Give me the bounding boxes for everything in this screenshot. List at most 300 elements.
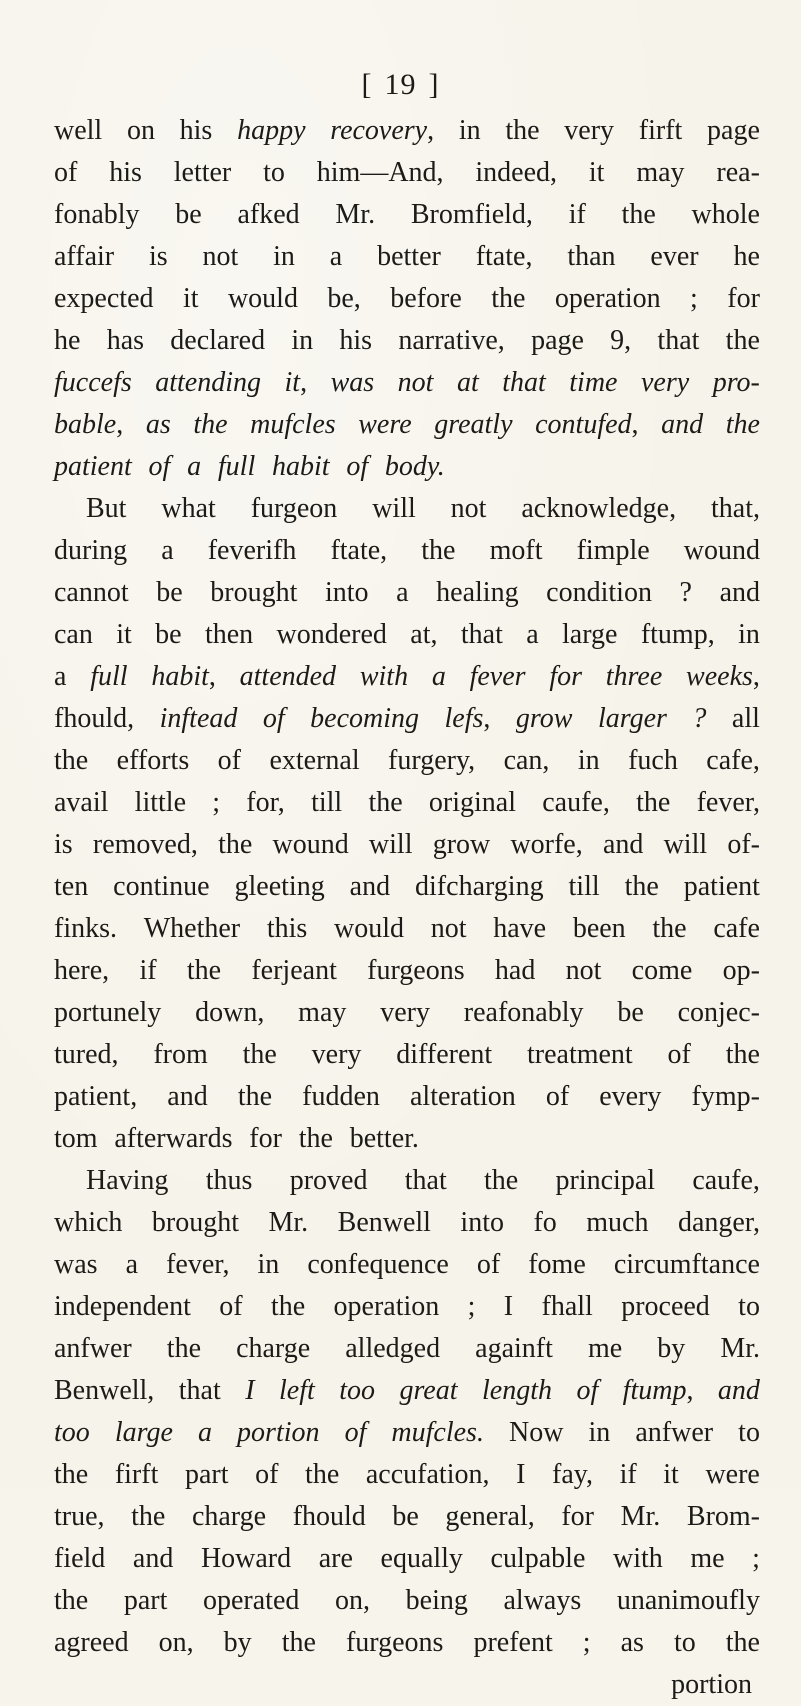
word: ? bbox=[679, 577, 692, 608]
word: than bbox=[567, 241, 616, 272]
word: if bbox=[568, 199, 586, 230]
word: charge bbox=[191, 1501, 267, 1532]
word: But bbox=[86, 493, 127, 524]
word: the bbox=[725, 1627, 760, 1658]
text-line bbox=[54, 152, 760, 194]
word: full bbox=[217, 451, 256, 482]
word: furgery, bbox=[388, 745, 476, 776]
word: external bbox=[269, 745, 360, 776]
word: the bbox=[484, 1165, 519, 1196]
word: alledged bbox=[345, 1333, 441, 1364]
word: letter bbox=[173, 157, 232, 188]
text-line bbox=[54, 1328, 760, 1370]
page-number: 19 bbox=[384, 68, 417, 101]
word: healing bbox=[436, 577, 519, 608]
word: independent bbox=[54, 1291, 191, 1322]
word: and bbox=[349, 871, 391, 902]
word: habit, bbox=[151, 661, 216, 692]
word: fever, bbox=[696, 787, 760, 818]
word: ftump, bbox=[622, 1375, 694, 1406]
text-line bbox=[54, 698, 760, 740]
word: he bbox=[733, 241, 760, 272]
word: furgeon bbox=[250, 493, 338, 524]
word: Mr. bbox=[620, 1501, 661, 1532]
word: which bbox=[54, 1207, 123, 1238]
word: fuccefs bbox=[54, 367, 132, 398]
word: into bbox=[460, 1207, 504, 1238]
word: the bbox=[54, 1585, 89, 1616]
word: come bbox=[631, 955, 693, 986]
word: becoming bbox=[310, 703, 420, 734]
word: of bbox=[344, 1417, 367, 1448]
word: for bbox=[549, 661, 583, 692]
word: had bbox=[494, 955, 536, 986]
word: patient bbox=[683, 871, 760, 902]
word: feverifh bbox=[207, 535, 297, 566]
word: moft bbox=[489, 535, 543, 566]
word: prefent bbox=[473, 1627, 553, 1658]
word: the bbox=[421, 535, 456, 566]
word: fhould, bbox=[54, 703, 135, 734]
word: ftate, bbox=[330, 535, 388, 566]
text-line bbox=[54, 1370, 760, 1412]
word: great bbox=[399, 1375, 458, 1406]
word: page bbox=[531, 325, 584, 356]
word: on bbox=[126, 115, 155, 146]
word: in bbox=[577, 745, 600, 776]
word: ferjeant bbox=[251, 955, 337, 986]
word: happy bbox=[237, 115, 306, 146]
word: him—And, bbox=[316, 157, 444, 188]
word: here, bbox=[54, 955, 110, 986]
text-line bbox=[54, 1496, 760, 1538]
word: Mr. bbox=[720, 1333, 760, 1364]
word: I bbox=[245, 1375, 255, 1406]
word: afked bbox=[237, 199, 300, 230]
body-text bbox=[54, 110, 760, 1706]
word: the bbox=[725, 1039, 760, 1070]
word: of bbox=[148, 451, 171, 482]
word: danger, bbox=[677, 1207, 760, 1238]
word: brought bbox=[210, 577, 298, 608]
word: a bbox=[125, 1249, 139, 1280]
word: in bbox=[588, 1417, 611, 1448]
word: is bbox=[54, 829, 73, 860]
word: furgeons bbox=[367, 955, 465, 986]
text-line bbox=[54, 1244, 760, 1286]
word: of bbox=[219, 1291, 243, 1322]
text-line bbox=[54, 740, 760, 782]
word: patient bbox=[54, 451, 132, 482]
text-line bbox=[54, 1412, 760, 1454]
word: page bbox=[707, 115, 760, 146]
word: the bbox=[725, 325, 760, 356]
word: firft bbox=[638, 115, 683, 146]
word: of bbox=[217, 745, 241, 776]
word: in bbox=[273, 241, 295, 272]
word: the bbox=[652, 913, 687, 944]
word: Benwell bbox=[337, 1207, 431, 1238]
word: of bbox=[576, 1375, 599, 1406]
word: gleeting bbox=[234, 871, 325, 902]
word: of bbox=[346, 451, 369, 482]
word: general, bbox=[445, 1501, 535, 1532]
word: for bbox=[561, 1501, 595, 1532]
word: mufcles. bbox=[391, 1417, 484, 1448]
word: avail bbox=[54, 787, 109, 818]
word: three bbox=[605, 661, 663, 692]
word: have bbox=[493, 913, 547, 944]
word: of bbox=[262, 703, 285, 734]
word: ; bbox=[467, 1291, 476, 1322]
word: the bbox=[305, 1459, 340, 1490]
text-line bbox=[54, 1034, 760, 1076]
word: cannot bbox=[54, 577, 129, 608]
word: rea- bbox=[716, 157, 760, 188]
word: if bbox=[139, 955, 157, 986]
word: afterwards bbox=[114, 1123, 233, 1154]
word: that bbox=[657, 325, 700, 356]
word: alteration bbox=[410, 1081, 516, 1112]
word: were bbox=[358, 409, 412, 440]
word: the bbox=[624, 871, 659, 902]
word: operated bbox=[203, 1585, 300, 1616]
text-line bbox=[54, 908, 760, 950]
word: may bbox=[636, 157, 685, 188]
word: till bbox=[568, 871, 600, 902]
word: will bbox=[663, 829, 708, 860]
word: and bbox=[717, 1375, 760, 1406]
word: the bbox=[636, 787, 671, 818]
word: every bbox=[599, 1081, 662, 1112]
word: the bbox=[166, 1333, 202, 1364]
word: a bbox=[431, 661, 446, 692]
word: grow bbox=[515, 703, 573, 734]
text-line bbox=[54, 110, 760, 152]
word: fonably bbox=[54, 199, 140, 230]
text-line bbox=[54, 488, 760, 530]
word: on, bbox=[158, 1627, 194, 1658]
word: then bbox=[204, 619, 254, 650]
word: what bbox=[161, 493, 216, 524]
word: be bbox=[156, 577, 183, 608]
word: that, bbox=[710, 493, 760, 524]
word: contufed, bbox=[535, 409, 639, 440]
word: confequence bbox=[307, 1249, 449, 1280]
word: removed, bbox=[92, 829, 198, 860]
word: the bbox=[193, 409, 228, 440]
word: portion bbox=[237, 1417, 320, 1448]
word: culpable bbox=[490, 1543, 586, 1574]
word: Benwell, bbox=[54, 1375, 155, 1406]
header-open-bracket: [ bbox=[361, 68, 373, 101]
word: of bbox=[255, 1459, 279, 1490]
word: to bbox=[738, 1291, 760, 1322]
word: of bbox=[667, 1039, 691, 1070]
word: into bbox=[324, 577, 369, 608]
word: as bbox=[620, 1627, 644, 1658]
text-line bbox=[54, 1622, 760, 1664]
word: a bbox=[396, 577, 409, 608]
word: of bbox=[476, 1249, 501, 1280]
catchword-line bbox=[54, 1664, 760, 1706]
word: expected bbox=[54, 283, 154, 314]
word: a bbox=[526, 619, 539, 650]
word: for bbox=[727, 283, 760, 314]
word: his bbox=[179, 115, 213, 146]
word: and bbox=[167, 1081, 208, 1112]
word: for bbox=[249, 1123, 282, 1154]
word: ; bbox=[212, 787, 221, 818]
word: the bbox=[270, 1291, 306, 1322]
word: he bbox=[54, 325, 81, 356]
word: has bbox=[106, 325, 145, 356]
word: againft bbox=[475, 1333, 553, 1364]
word: conjec- bbox=[677, 997, 760, 1028]
word: patient, bbox=[54, 1081, 138, 1112]
word: caufe, bbox=[542, 787, 610, 818]
word: cafe bbox=[713, 913, 760, 944]
word: in bbox=[291, 325, 314, 356]
word: Whether bbox=[143, 913, 241, 944]
word: the bbox=[237, 1081, 273, 1112]
text-line bbox=[54, 1580, 760, 1622]
word: fever bbox=[469, 661, 526, 692]
word: Mr. bbox=[268, 1207, 309, 1238]
word: it bbox=[182, 283, 199, 314]
word: attending bbox=[155, 367, 262, 398]
word: the bbox=[621, 199, 656, 230]
text-line bbox=[54, 866, 760, 908]
word: the bbox=[298, 1123, 333, 1154]
text-line bbox=[54, 1454, 760, 1496]
word: down, bbox=[195, 997, 265, 1028]
word: at, bbox=[410, 619, 438, 650]
word: the bbox=[54, 745, 89, 776]
word: greatly bbox=[434, 409, 513, 440]
page-header bbox=[0, 68, 801, 102]
word: large bbox=[114, 1417, 173, 1448]
word: large bbox=[562, 619, 618, 650]
text-line bbox=[54, 992, 760, 1034]
word: be bbox=[392, 1501, 419, 1532]
word: till bbox=[311, 787, 343, 818]
word: Having bbox=[86, 1165, 169, 1196]
text-line bbox=[54, 1160, 760, 1202]
word: I bbox=[503, 1291, 514, 1322]
word: being bbox=[405, 1585, 468, 1616]
text-line bbox=[54, 530, 760, 572]
word: not bbox=[450, 493, 487, 524]
word: not bbox=[397, 367, 434, 398]
word: well bbox=[54, 115, 103, 146]
word: finks. bbox=[54, 913, 117, 944]
word: fay, bbox=[552, 1459, 593, 1490]
word: Now bbox=[509, 1417, 564, 1448]
word: at bbox=[456, 367, 479, 398]
text-line bbox=[54, 824, 760, 866]
word: the bbox=[491, 283, 526, 314]
text-line bbox=[54, 782, 760, 824]
word: fome bbox=[528, 1249, 586, 1280]
word: op- bbox=[722, 955, 760, 986]
word: it bbox=[588, 157, 605, 188]
word: mufcles bbox=[250, 409, 336, 440]
word: fimple bbox=[576, 535, 650, 566]
word: ; bbox=[582, 1627, 591, 1658]
word: the bbox=[54, 1459, 89, 1490]
word: fhould bbox=[292, 1501, 366, 1532]
word: ? bbox=[692, 703, 707, 734]
word: this bbox=[266, 913, 308, 944]
word: operation bbox=[333, 1291, 440, 1322]
word: by bbox=[223, 1627, 252, 1658]
word: too bbox=[54, 1417, 90, 1448]
word: tom bbox=[54, 1123, 98, 1154]
word: better. bbox=[349, 1123, 419, 1154]
text-line bbox=[54, 1538, 760, 1580]
text-line bbox=[54, 614, 760, 656]
word: field bbox=[54, 1543, 106, 1574]
word: full bbox=[90, 661, 128, 692]
word: different bbox=[396, 1039, 493, 1070]
word: length bbox=[481, 1375, 552, 1406]
word: fuch bbox=[628, 745, 678, 776]
text-line bbox=[54, 1202, 760, 1244]
word: treatment bbox=[526, 1039, 633, 1070]
text-line bbox=[54, 1076, 760, 1118]
word: 9, bbox=[610, 325, 632, 356]
word: lefs, bbox=[444, 703, 491, 734]
word: before bbox=[390, 283, 462, 314]
word: habit bbox=[272, 451, 330, 482]
word: larger bbox=[597, 703, 667, 734]
word: I bbox=[516, 1459, 526, 1490]
word: wound bbox=[683, 535, 760, 566]
word: is bbox=[148, 241, 168, 272]
text-line bbox=[54, 236, 760, 278]
word: affair bbox=[54, 241, 115, 272]
word: body. bbox=[384, 451, 445, 482]
text-line bbox=[54, 1286, 760, 1328]
word: not bbox=[202, 241, 239, 272]
word: will bbox=[372, 493, 416, 524]
word: fo bbox=[533, 1207, 557, 1238]
word: are bbox=[318, 1543, 353, 1574]
word: in bbox=[257, 1249, 280, 1280]
word: that bbox=[404, 1165, 447, 1196]
word: be, bbox=[327, 283, 361, 314]
word: Bromfield, bbox=[410, 199, 533, 230]
word: it bbox=[663, 1459, 679, 1490]
word: it bbox=[116, 619, 132, 650]
word: unanimoufly bbox=[616, 1585, 760, 1616]
word: wondered bbox=[276, 619, 387, 650]
word: charge bbox=[236, 1333, 311, 1364]
word: reafonably bbox=[463, 997, 584, 1028]
word: too bbox=[339, 1375, 375, 1406]
word: weeks, bbox=[686, 661, 760, 692]
word: Brom- bbox=[686, 1501, 760, 1532]
word: ftate, bbox=[475, 241, 533, 272]
word: attended bbox=[239, 661, 337, 692]
word: continue bbox=[113, 871, 210, 902]
word: that bbox=[178, 1375, 221, 1406]
word: equally bbox=[380, 1543, 463, 1574]
word: a bbox=[329, 241, 343, 272]
word: ; bbox=[752, 1543, 760, 1574]
word: proved bbox=[289, 1165, 368, 1196]
word: always bbox=[503, 1585, 582, 1616]
word: be bbox=[175, 199, 202, 230]
word: cafe, bbox=[706, 745, 760, 776]
word: it, bbox=[284, 367, 308, 398]
word: caufe, bbox=[692, 1165, 760, 1196]
text-line bbox=[54, 278, 760, 320]
header-close-bracket: ] bbox=[428, 68, 440, 101]
text-line bbox=[54, 656, 760, 698]
word: the bbox=[131, 1501, 166, 1532]
word: would bbox=[227, 283, 298, 314]
word: recovery, bbox=[330, 115, 435, 146]
word: indeed, bbox=[475, 157, 558, 188]
word: Mr. bbox=[335, 199, 376, 230]
word: and bbox=[719, 577, 760, 608]
word: the bbox=[281, 1627, 316, 1658]
word: of bbox=[545, 1081, 570, 1112]
word: was bbox=[330, 367, 375, 398]
word: ftump, bbox=[640, 619, 715, 650]
word: fhall bbox=[541, 1291, 593, 1322]
word: better bbox=[377, 241, 441, 272]
word: the bbox=[242, 1039, 277, 1070]
word: a bbox=[161, 535, 174, 566]
word: Howard bbox=[200, 1543, 292, 1574]
word: the bbox=[368, 787, 403, 818]
word: to bbox=[673, 1627, 696, 1658]
word: true, bbox=[54, 1501, 105, 1532]
word: wound bbox=[272, 829, 349, 860]
word: of- bbox=[727, 829, 760, 860]
word: a bbox=[187, 451, 202, 482]
word: declared bbox=[170, 325, 266, 356]
word: with bbox=[359, 661, 409, 692]
word: can, bbox=[503, 745, 550, 776]
word: may bbox=[298, 997, 347, 1028]
word: condition bbox=[546, 577, 652, 608]
word: with bbox=[612, 1543, 663, 1574]
word: if bbox=[619, 1459, 637, 1490]
word: little bbox=[134, 787, 186, 818]
word: very bbox=[564, 115, 615, 146]
word: fudden bbox=[302, 1081, 380, 1112]
word: not bbox=[565, 955, 602, 986]
word: was bbox=[54, 1249, 98, 1280]
word: a bbox=[54, 661, 67, 692]
word: to bbox=[738, 1417, 760, 1448]
word: difcharging bbox=[415, 871, 544, 902]
word: efforts bbox=[116, 745, 190, 776]
word: very bbox=[380, 997, 430, 1028]
word: ever bbox=[650, 241, 699, 272]
word: of bbox=[54, 157, 78, 188]
text-line bbox=[54, 320, 760, 362]
word: inftead bbox=[159, 703, 238, 734]
word: were bbox=[705, 1459, 760, 1490]
word: in bbox=[458, 115, 481, 146]
word: anfwer bbox=[635, 1417, 714, 1448]
word: all bbox=[731, 703, 760, 734]
